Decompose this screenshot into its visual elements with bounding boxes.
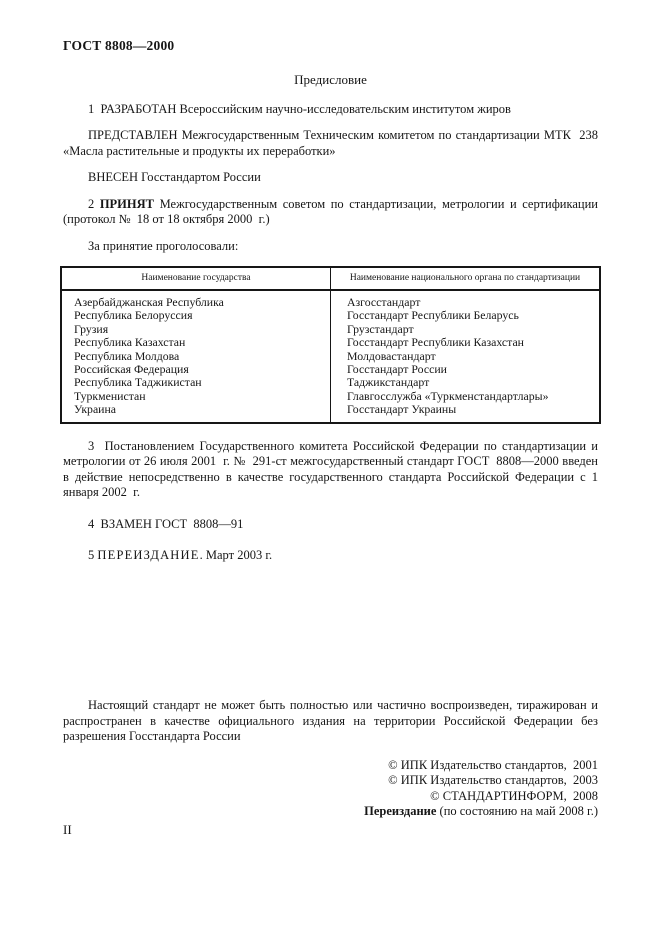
copyright-line-2003: © ИПК Издательство стандартов, 2003 <box>388 773 598 787</box>
table-row <box>61 350 600 363</box>
preface-content <box>63 72 598 575</box>
reissue-number: 5 <box>88 548 98 563</box>
preface-item-enacted: 3 Постановлением Государственного комитета Российской Федерации по стандартизации и метрологии от 26 июля 2001 г. № 291-ст межгосударственный стандарт ГОСТ 8808—2000 введен в действие непосредственно в качестве государственного стандарта Российской Федерации с 1 января 2002 г. <box>63 438 598 500</box>
page-number: II <box>63 822 72 837</box>
restriction-paragraph: Настоящий стандарт не может быть полностью или частично воспроизведен, тиражирован и распространен в качестве официального издания на территории Российской Федерации без разрешения Госстандарта России <box>63 698 598 743</box>
org-cell: Грузстандарт <box>331 323 601 336</box>
table-row <box>61 363 600 376</box>
country-cell: Туркменистан <box>74 388 146 403</box>
preface-item-replaces: 4 ВЗАМЕН ГОСТ 8808—91 <box>88 516 244 531</box>
copyright-line-2008: © СТАНДАРТИНФОРМ, 2008 <box>430 788 598 803</box>
page-title: Предисловие <box>294 72 367 87</box>
country-cell: Республика Белоруссия <box>74 308 193 323</box>
preface-item-reissue <box>63 548 598 564</box>
org-cell: Госстандарт России <box>331 363 601 376</box>
country-cell: Республика Таджикистан <box>74 375 202 390</box>
org-cell: Госстандарт Украины <box>331 403 601 422</box>
table-row <box>61 336 600 349</box>
doc-number: ГОСТ 8808—2000 <box>63 38 175 53</box>
country-cell: Грузия <box>74 321 109 336</box>
reissue-note-keyword: Переиздание <box>364 804 437 818</box>
adopted-keyword: ПРИНЯТ <box>99 196 154 211</box>
table-row <box>61 323 600 336</box>
vote-table-header-row <box>61 267 600 290</box>
table-header-org: Наименование национального органа по стандартизации <box>331 267 601 290</box>
org-cell: Молдовастандарт <box>331 350 601 363</box>
table-row <box>61 309 600 322</box>
country-cell: Азербайджанская Республика <box>74 295 224 309</box>
reissue-note-text: (по состоянию на май 2008 г.) <box>436 804 598 818</box>
footer-block <box>63 698 598 820</box>
copyright-block <box>63 758 598 820</box>
country-cell: Российская Федерация <box>74 362 189 377</box>
vote-table <box>60 266 601 424</box>
table-header-country: Наименование государства <box>61 267 331 290</box>
table-row <box>61 403 600 422</box>
vote-table-body <box>61 290 600 423</box>
vote-table-head <box>61 267 600 290</box>
org-cell: Таджикстандарт <box>331 376 601 389</box>
copyright-line-2001: © ИПК Издательство стандартов, 2001 <box>388 757 598 772</box>
vote-intro: За принятие проголосовали: <box>88 238 239 253</box>
table-row <box>61 390 600 403</box>
preface-item-developed: 1 РАЗРАБОТАН Всероссийским научно-исследовательским институтом жиров <box>88 101 511 116</box>
preface-item-submitted: ВНЕСЕН Госстандартом России <box>88 170 261 184</box>
adopted-number: 2 <box>88 196 100 211</box>
org-cell: Госстандарт Республики Казахстан <box>331 336 601 349</box>
reissue-note <box>63 804 598 820</box>
adopted-text: Межгосударственным советом по стандартизации, метрологии и сертификации (протокол № 18 от 18 октября 2000 г.) <box>63 196 598 226</box>
table-row <box>61 290 600 309</box>
country-cell: Украина <box>74 402 117 417</box>
preface-item-adopted <box>63 197 598 228</box>
org-cell: Госстандарт Республики Беларусь <box>331 309 601 322</box>
country-cell: Республика Молдова <box>74 348 180 363</box>
preface-item-presented: ПРЕДСТАВЛЕН Межгосударственным Техническим комитетом по стандартизации МТК 238 «Масла растительные и продукты их переработки» <box>63 128 598 158</box>
org-cell: Азгосстандарт <box>331 290 601 309</box>
reissue-keyword: ПЕРЕИЗДАНИЕ <box>97 548 200 563</box>
reissue-date: . Март 2003 г. <box>199 548 273 563</box>
table-row <box>61 376 600 389</box>
org-cell: Главгосслужба «Туркменстандартлары» <box>331 390 601 403</box>
country-cell: Республика Казахстан <box>74 335 186 350</box>
